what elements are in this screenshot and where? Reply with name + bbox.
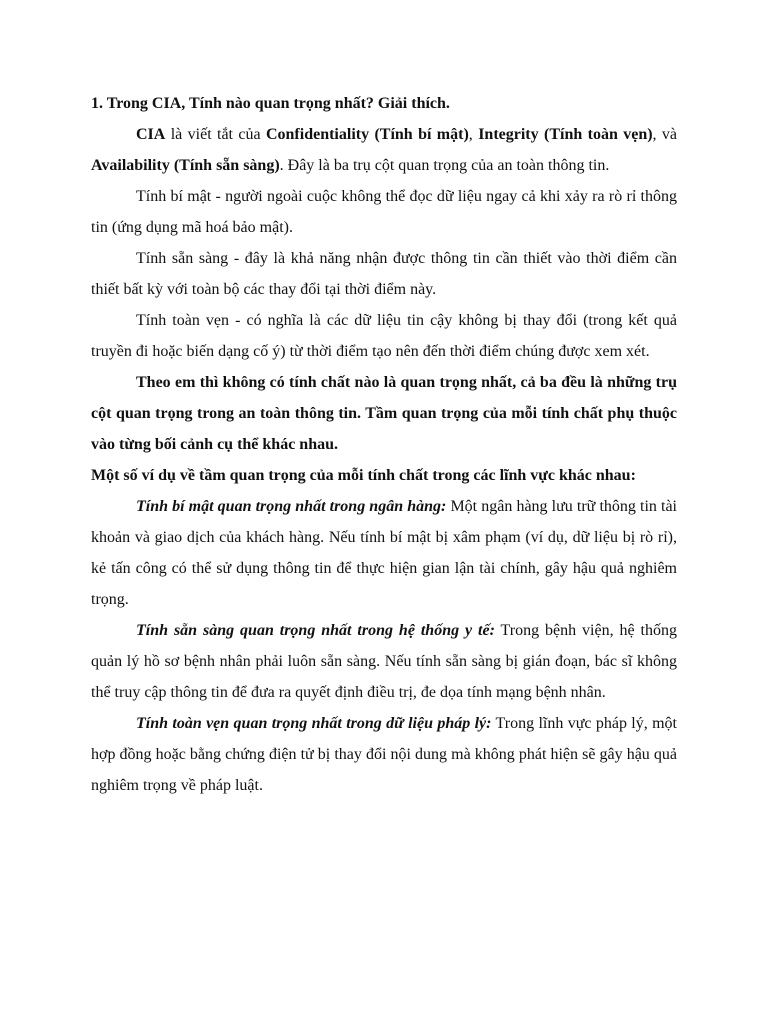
definition-availability: Tính sẵn sàng - đây là khả năng nhận được thông tin cần thiết vào thời điểm cần thiết bất kỳ với toàn bộ các thay đổi tại thời điểm này. <box>91 250 677 298</box>
availability-term: Availability (Tính sẵn sàng) <box>91 157 280 174</box>
definition-integrity: Tính toàn vẹn - có nghĩa là các dữ liệu tin cậy không bị thay đổi (trong kết quả truyền đi hoặc biến dạng cố ý) từ thời điểm tạo nên đến thời điểm chúng được xem xét. <box>91 312 677 360</box>
examples-heading: Một số ví dụ về tầm quan trọng của mỗi tính chất trong các lĩnh vực khác nhau: <box>91 467 636 484</box>
example-legal <box>91 708 677 801</box>
intro-text-1: là viết tắt của <box>165 126 266 143</box>
example-healthcare-body: Trong bệnh viện, hệ thống quản lý hồ sơ bệnh nhân phải luôn sẵn sàng. Nếu tính sẵn sàng bị gián đoạn, bác sĩ không thể truy cập thông tin để đưa ra quyết định điều trị, đe dọa tính mạng bệnh nhân. <box>91 622 677 701</box>
cia-term: CIA <box>136 126 166 143</box>
question-heading: 1. Trong CIA, Tính nào quan trọng nhất? Giải thích. <box>91 95 450 112</box>
example-legal-title: Tính toàn vẹn quan trọng nhất trong dữ liệu pháp lý: <box>136 715 492 732</box>
opinion-paragraph: Theo em thì không có tính chất nào là quan trọng nhất, cả ba đều là những trụ cột quan trọng trong an toàn thông tin. Tầm quan trọng của mỗi tính chất phụ thuộc vào từng bối cảnh cụ thể khác nhau. <box>91 374 677 453</box>
intro-text-4: . Đây là ba trụ cột quan trọng của an toàn thông tin. <box>279 157 610 174</box>
example-banking-body: Một ngân hàng lưu trữ thông tin tài khoản và giao dịch của khách hàng. Nếu tính bí mật bị xâm phạm (ví dụ, dữ liệu bị rò rỉ), kẻ tấn công có thể sử dụng thông tin để thực hiện gian lận tài chính, gây hậu quả nghiêm trọng. <box>91 498 677 608</box>
example-banking-title: Tính bí mật quan trọng nhất trong ngân hàng: <box>136 498 447 515</box>
definition-confidentiality: Tính bí mật - người ngoài cuộc không thể đọc dữ liệu ngay cả khi xảy ra rò rỉ thông tin (ứng dụng mã hoá bảo mật). <box>91 188 677 236</box>
example-healthcare-title: Tính sẵn sàng quan trọng nhất trong hệ thống y tế: <box>136 622 495 639</box>
example-banking <box>91 491 677 615</box>
intro-paragraph <box>91 119 677 181</box>
example-legal-body: Trong lĩnh vực pháp lý, một hợp đồng hoặc bằng chứng điện tử bị thay đổi nội dung mà không phát hiện sẽ gây hậu quả nghiêm trọng về pháp luật. <box>91 715 677 794</box>
intro-text-2: , <box>468 126 479 143</box>
document-page <box>91 88 677 801</box>
integrity-term: Integrity (Tính toàn vẹn) <box>478 126 653 143</box>
example-healthcare <box>91 615 677 708</box>
intro-text-3: , và <box>652 126 678 143</box>
confidentiality-term: Confidentiality (Tính bí mật) <box>265 126 469 143</box>
